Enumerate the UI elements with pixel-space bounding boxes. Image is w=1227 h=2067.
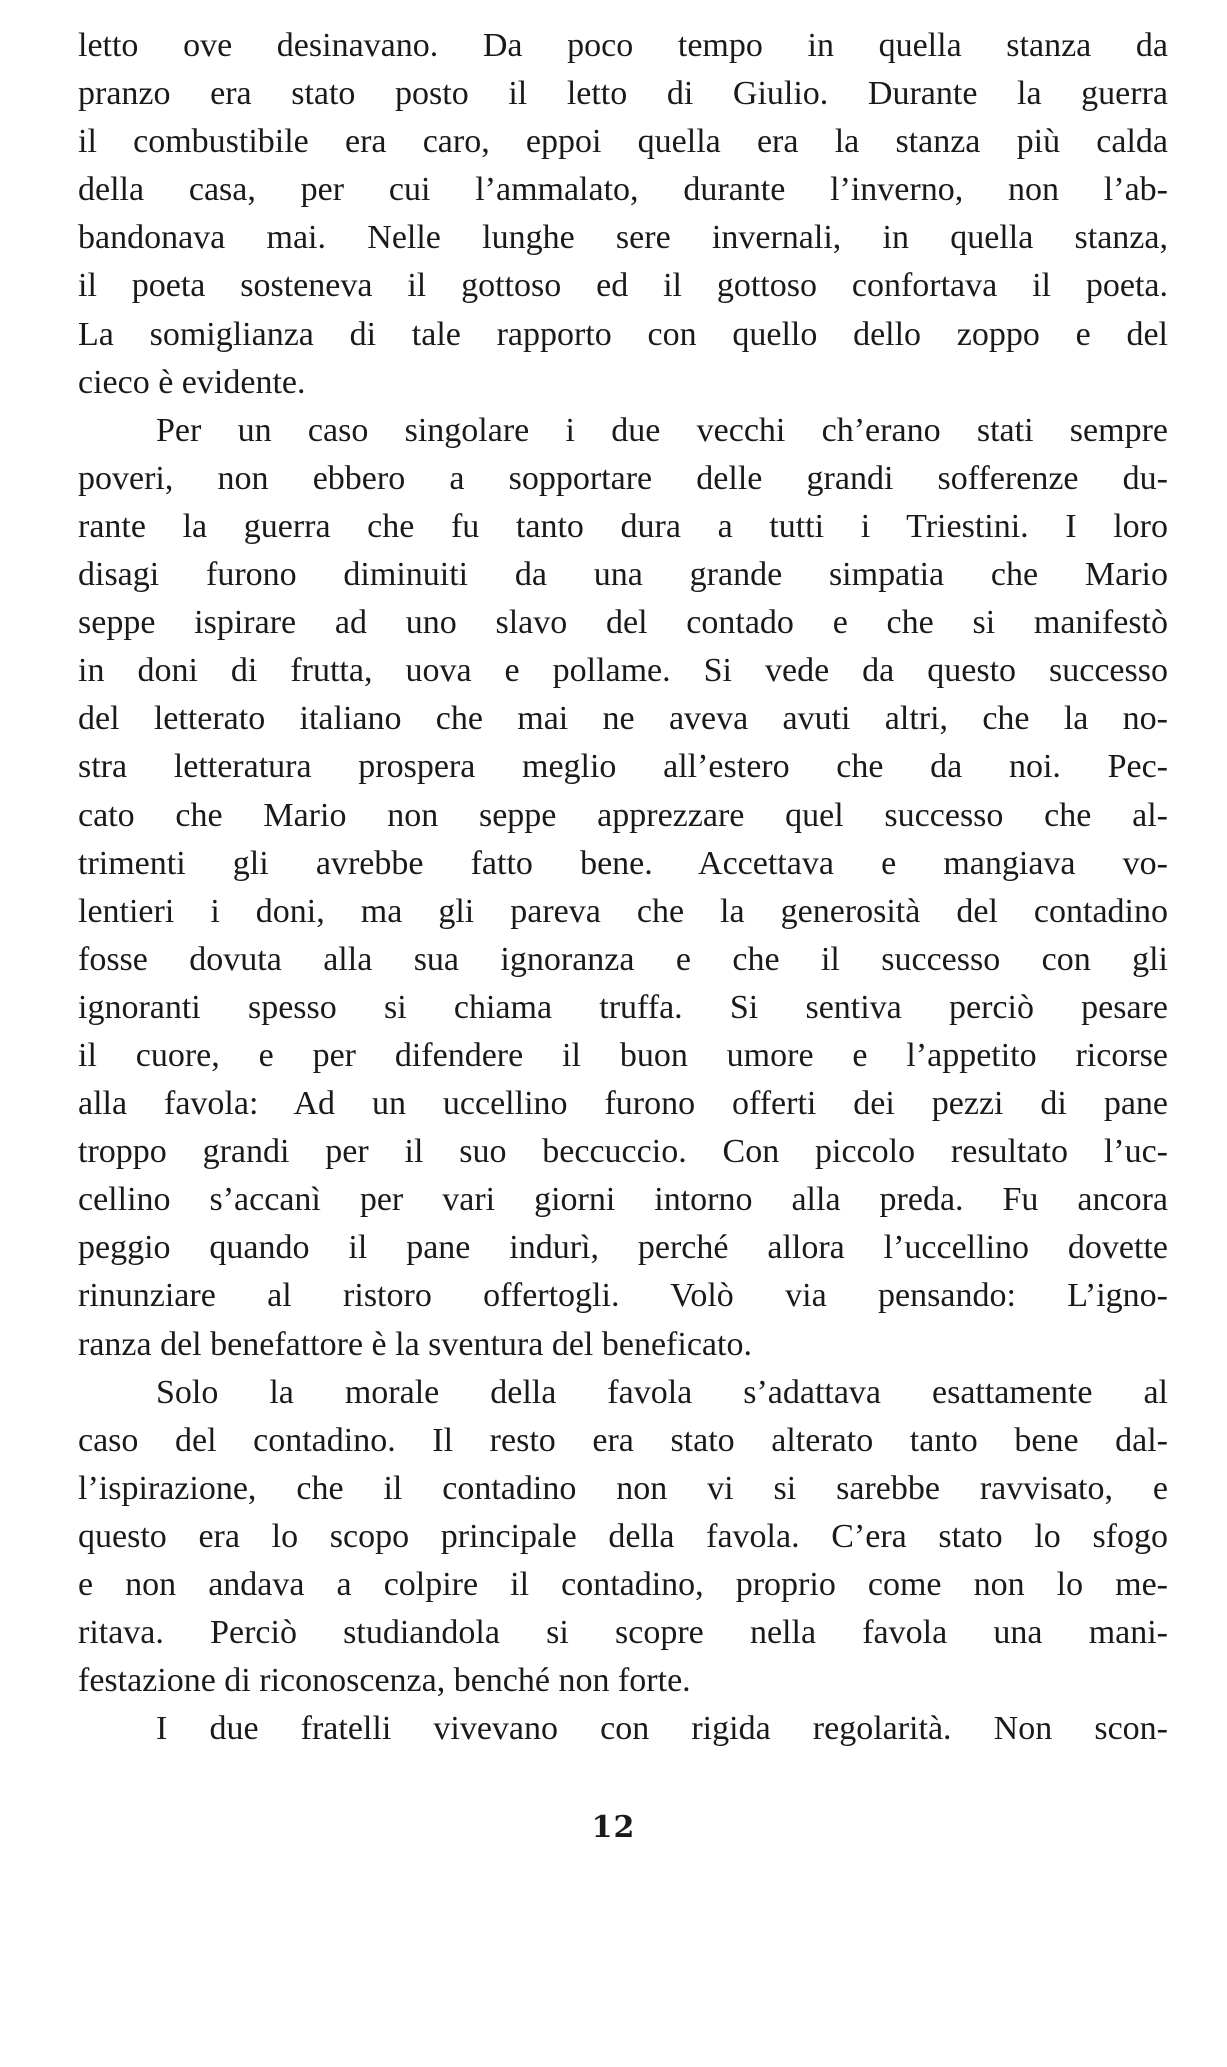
text-line: e non andava a colpire il contadino, proprio come non lo me- — [78, 1566, 1168, 1603]
text-line: rante la guerra che fu tanto dura a tutti i Triestini. I loro — [78, 507, 1168, 545]
text-line: cato che Mario non seppe apprezzare quel successo che al- — [78, 796, 1168, 834]
text-line: disagi furono diminuiti da una grande simpatia che Mario — [78, 556, 1168, 594]
text-line: peggio quando il pane indurì, perché allora l’uccellino dovette — [78, 1229, 1168, 1267]
text-line: stra letteratura prospera meglio all’estero che da noi. Pec- — [78, 748, 1168, 786]
text-line: pranzo era stato posto il letto di Giulio. Durante la guerra — [78, 75, 1168, 113]
body-text — [78, 22, 1168, 1753]
text-line: trimenti gli avrebbe fatto bene. Accettava e mangiava vo- — [78, 844, 1168, 882]
text-line: l’ispirazione, che il contadino non vi si sarebbe ravvisato, e — [78, 1469, 1168, 1507]
text-line: festazione di riconoscenza, benché non forte. — [78, 1662, 691, 1700]
text-line: bandonava mai. Nelle lunghe sere invernali, in quella stanza, — [78, 219, 1168, 257]
text-line: La somiglianza di tale rapporto con quello dello zoppo e del — [78, 315, 1168, 353]
text-line: del letterato italiano che mai ne aveva avuti altri, che la no- — [78, 700, 1168, 738]
text-line: caso del contadino. Il resto era stato alterato tanto bene dal- — [78, 1421, 1168, 1459]
paragraph — [78, 1705, 1168, 1753]
text-line: poveri, non ebbero a sopportare delle grandi sofferenze du- — [78, 459, 1168, 497]
text-line: I due fratelli vivevano con rigida regolarità. Non scon- — [156, 1710, 1168, 1748]
text-line: Per un caso singolare i due vecchi ch’erano stati sempre — [156, 411, 1168, 449]
text-line: in doni di frutta, uova e pollame. Si vede da questo successo — [78, 652, 1168, 690]
text-line: ignoranti spesso si chiama truffa. Si sentiva perciò pesare — [78, 988, 1168, 1026]
text-line: Solo la morale della favola s’adattava esattamente al — [156, 1373, 1168, 1411]
paragraph — [78, 1369, 1168, 1706]
text-line: letto ove desinavano. Da poco tempo in quella stanza da — [78, 27, 1168, 64]
text-line: alla favola: Ad un uccellino furono offerti dei pezzi di pane — [78, 1085, 1168, 1123]
text-line: troppo grandi per il suo beccuccio. Con piccolo resultato l’uc- — [78, 1133, 1168, 1171]
paragraph — [78, 407, 1168, 1369]
text-line: seppe ispirare ad uno slavo del contado e che si manifestò — [78, 604, 1168, 642]
text-line: il poeta sosteneva il gottoso ed il gottoso confortava il poeta. — [78, 267, 1168, 305]
page-number: 12 — [591, 1810, 636, 1845]
paragraph — [78, 22, 1168, 407]
text-line: il cuore, e per difendere il buon umore e l’appetito ricorse — [78, 1036, 1168, 1074]
text-line: lentieri i doni, ma gli pareva che la generosità del contadino — [78, 892, 1168, 930]
text-line: ritava. Perciò studiandola si scopre nella favola una mani- — [78, 1614, 1168, 1652]
text-line: cieco è evidente. — [78, 363, 306, 401]
text-line: rinunziare al ristoro offertogli. Volò via pensando: L’igno- — [78, 1277, 1168, 1315]
text-line: cellino s’accanì per vari giorni intorno alla preda. Fu ancora — [78, 1181, 1168, 1219]
text-line: ranza del benefattore è la sventura del beneficato. — [78, 1325, 752, 1363]
text-line: il combustibile era caro, eppoi quella era la stanza più calda — [78, 123, 1168, 161]
text-line: fosse dovuta alla sua ignoranza e che il successo con gli — [78, 940, 1168, 978]
text-line: questo era lo scopo principale della favola. C’era stato lo sfogo — [78, 1517, 1168, 1555]
text-line: della casa, per cui l’ammalato, durante l’inverno, non l’ab- — [78, 171, 1168, 209]
